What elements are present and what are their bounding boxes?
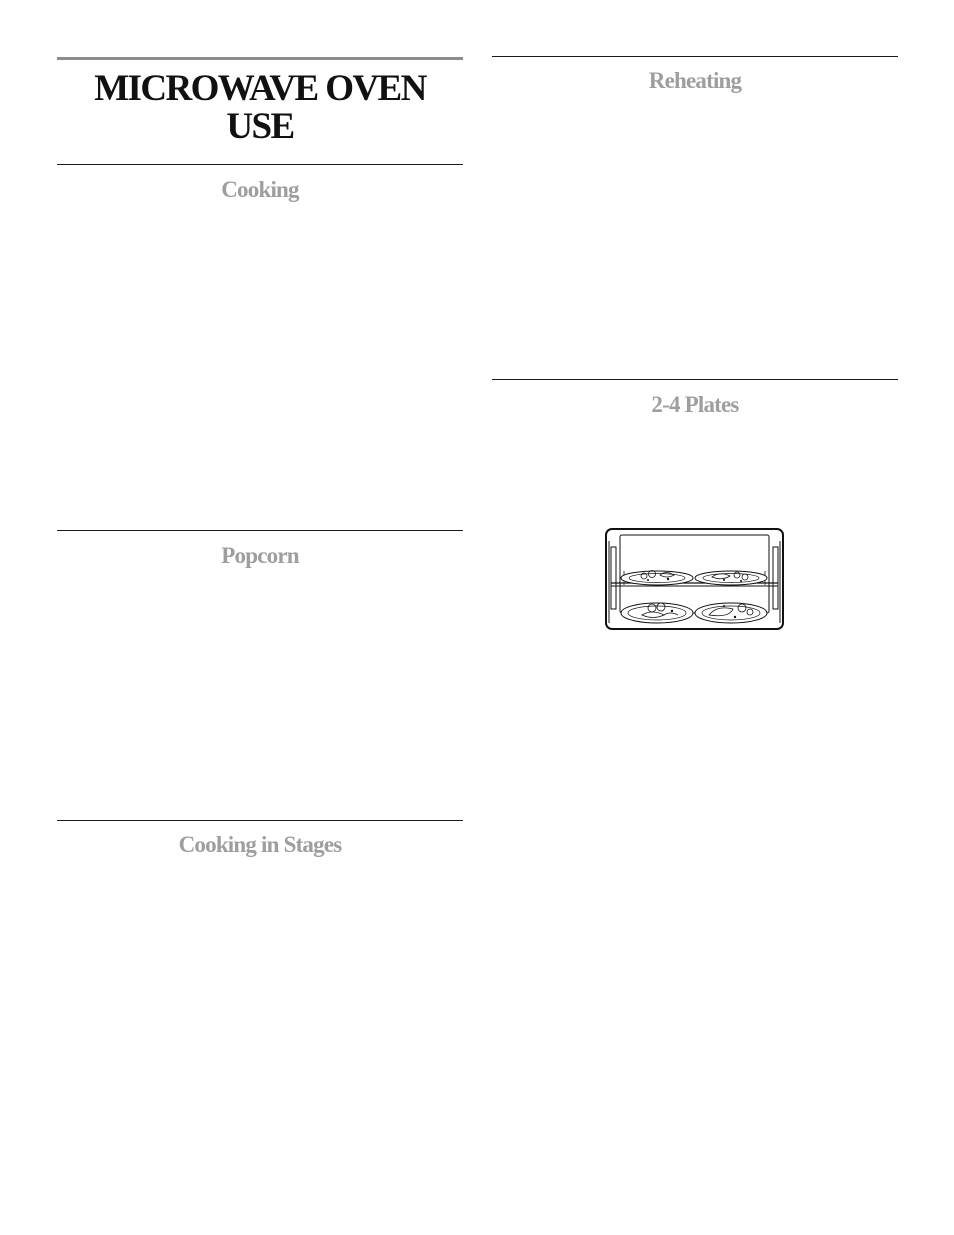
- oven-interior-with-plates-icon: [604, 527, 785, 631]
- popcorn-rule: [57, 530, 463, 531]
- section-heading-2-4-plates: 2-4 Plates: [651, 392, 739, 417]
- page-title: MICROWAVE OVEN USE: [94, 68, 426, 147]
- plates-rule: [492, 379, 898, 380]
- title-top-rule: [57, 57, 463, 60]
- section-heading-cooking: Cooking: [221, 177, 299, 202]
- title-bottom-rule: [57, 164, 463, 165]
- section-heading-popcorn: Popcorn: [221, 543, 299, 568]
- cooking-in-stages-rule: [57, 820, 463, 821]
- section-heading-cooking-in-stages: Cooking in Stages: [178, 832, 342, 857]
- reheating-rule: [492, 56, 898, 57]
- section-heading-reheating: Reheating: [648, 68, 742, 93]
